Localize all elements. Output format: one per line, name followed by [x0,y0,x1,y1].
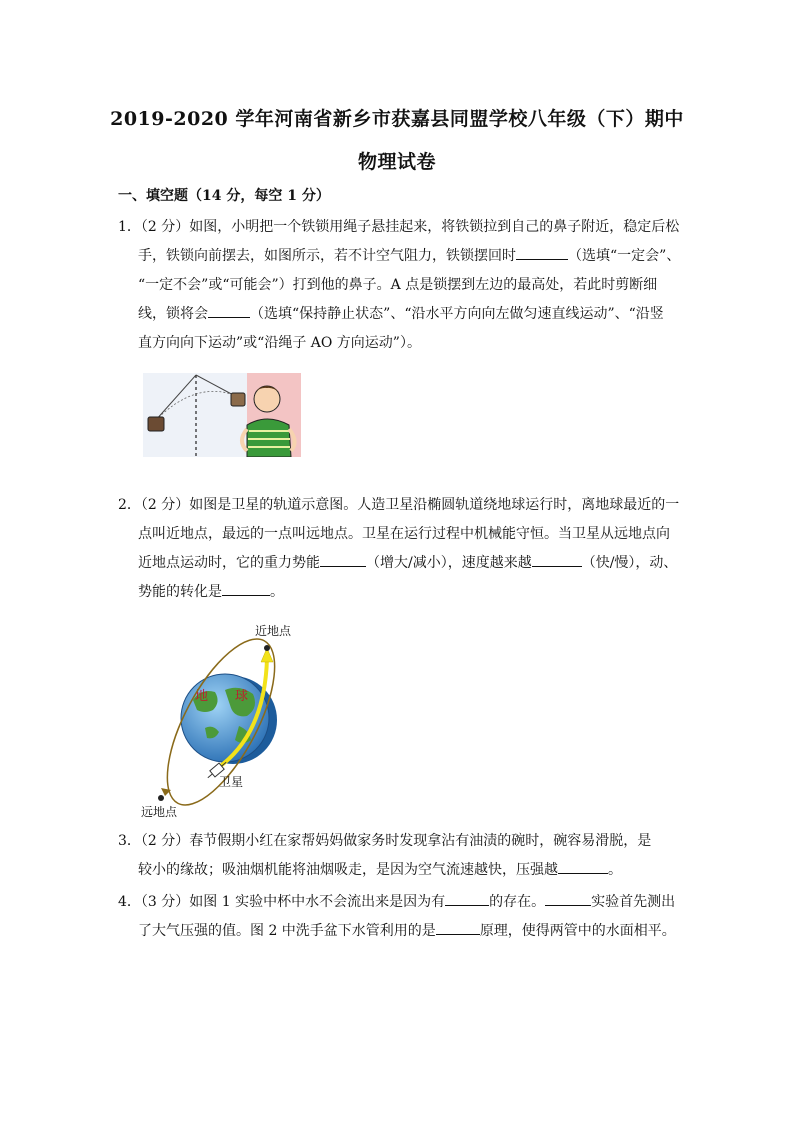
earth-label: 球 [235,689,249,704]
q1-line-5: 直方向向下运动”或“沿绳子 AO 方向运动”）。 [138,335,421,351]
answer-blank[interactable] [545,891,591,906]
q4-line-2: 了大气压强的值。图 2 中洗手盆下水管利用的是 原理，使得两管中的水面相平。 [118,917,688,946]
answer-blank[interactable] [222,581,270,596]
pendulum-figure [143,373,301,457]
answer-blank[interactable] [436,920,480,935]
satellite-label: 卫星 [219,775,244,789]
near-point-label: 近地点 [255,624,292,638]
q1-line-1: 1．（2 分）如图，小明把一个铁锁用绳子悬挂起来，将铁锁拉到自己的鼻子附近，稳定后松 [118,219,680,235]
q1-line-3: “一定不会”或“可能会”）打到他的鼻子。A 点是锁摆到左边的最高处，若此时剪断细 [138,277,658,293]
section-heading: 一、填空题（14 分，每空 1 分） [118,188,330,204]
question-4 [118,888,688,946]
answer-blank[interactable] [532,552,582,567]
earth-label: 地 [195,689,209,704]
q3-line-1: 3．（2 分）春节假期小红在家帮妈妈做家务时发现拿沾有油渍的碗时，碗容易滑脱，是 [118,833,652,849]
question-2 [118,491,688,607]
q4-line-1: 4．（3 分）如图 1 实验中杯中水不会流出来是因为有 的存在。 实验首先测出 [118,888,688,917]
page-title: 2019-2020 学年河南省新乡市获嘉县同盟学校八年级（下）期中 [110,108,684,130]
lock-left [148,417,164,431]
q1-line-2: 手，铁锁向前摆去，如图所示，若不计空气阻力，铁锁摆回时 （选填“一定会”、 [118,242,688,271]
satellite-orbit-figure [135,618,310,823]
answer-blank[interactable] [445,891,489,906]
answer-blank[interactable] [558,859,608,874]
answer-blank[interactable] [516,245,568,260]
q3-line-2: 较小的缘故；吸油烟机能将油烟吸走，是因为空气流速越快，压强越 。 [118,856,688,885]
far-point-label: 远地点 [141,805,178,819]
question-3 [118,827,688,885]
q2-line-1: 2．（2 分）如图是卫星的轨道示意图。人造卫星沿椭圆轨道绕地球运行时，离地球最近的一 [118,497,680,513]
q2-line-3: 近地点运动时，它的重力势能 （增大/减小），速度越来越 （快/慢），动、 [118,549,688,578]
answer-blank[interactable] [208,303,250,318]
far-point [158,795,164,801]
answer-blank[interactable] [320,552,366,567]
q2-line-4: 势能的转化是 。 [118,578,688,607]
near-point [264,645,270,651]
page-subtitle: 物理试卷 [357,151,436,173]
lock-right [231,393,245,406]
q1-line-4: 线，锁将会 （选填“保持静止状态”、“沿水平方向向左做匀速直线运动”、“沿竖 [118,300,688,329]
q2-line-2: 点叫近地点，最远的一点叫远地点。卫星在运行过程中机械能守恒。当卫星从远地点向 [138,526,670,542]
question-1 [118,213,688,358]
